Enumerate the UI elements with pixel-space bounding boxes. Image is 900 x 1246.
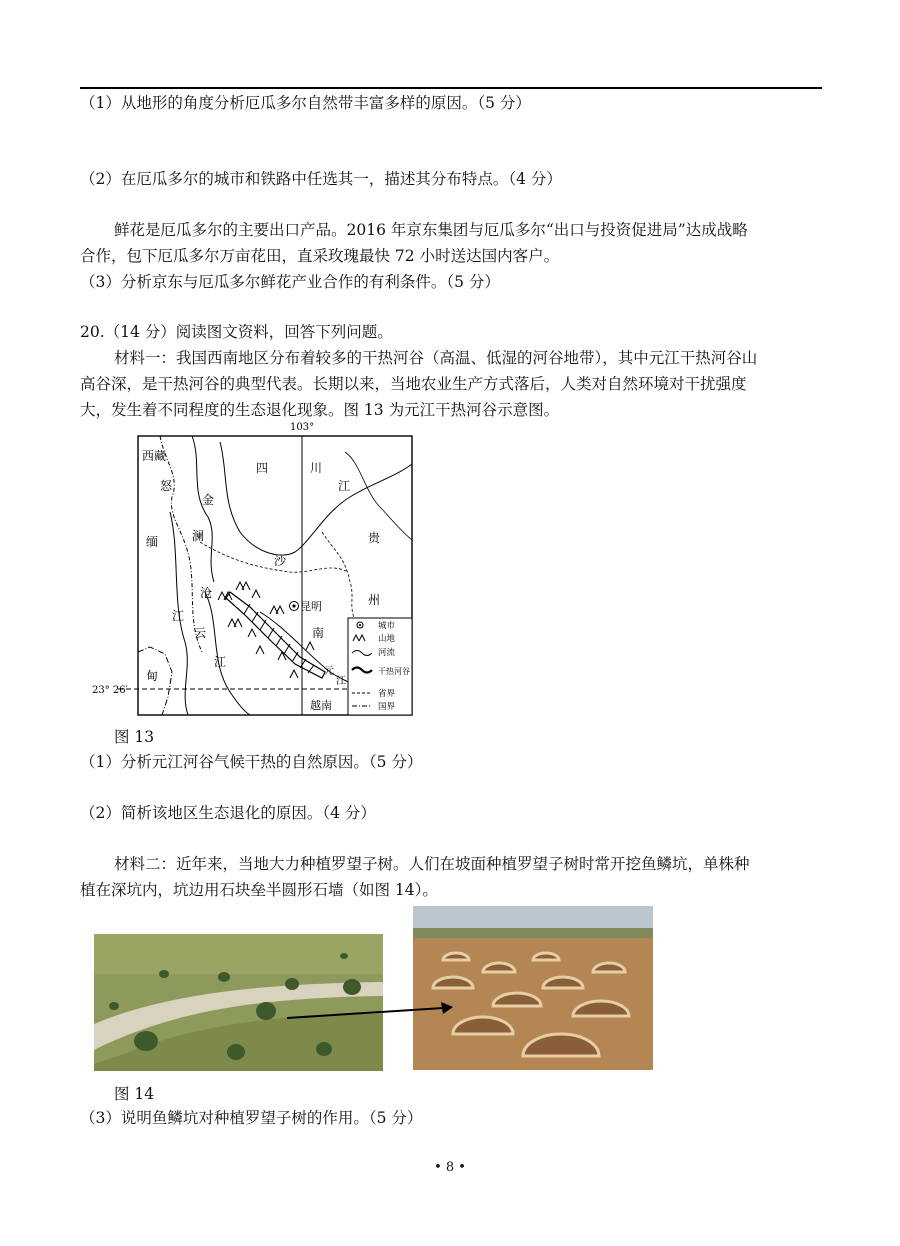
q19-material-line1: 鲜花是厄瓜多尔的主要出口产品。2016 年京东集团与厄瓜多尔“出口与投资促进局”达成战略 [114, 221, 748, 239]
q20-header: 20.（14 分）阅读图文资料，回答下列问题。 [80, 323, 393, 341]
longitude-label: 103° [290, 422, 315, 433]
top-rule [80, 87, 822, 89]
q19-sub1: （1）从地形的角度分析厄瓜多尔自然带丰富多样的原因。（5 分） [80, 94, 531, 112]
figure-14-caption: 图 14 [114, 1085, 155, 1103]
label-nu: 怒 [160, 479, 173, 493]
legend-valley: 干热河谷 [378, 667, 410, 676]
q20-material1-line2: 高谷深，是干热河谷的典型代表。长期以来，当地农业生产方式落后，人类对自然环境对干扰强度 [80, 375, 747, 393]
label-gui: 贵 [368, 531, 381, 545]
q20-material1-line1: 材料一：我国西南地区分布着较多的干热河谷（高温、低湿的河谷地带），其中元江干热河谷山 [114, 349, 758, 367]
q20-sub1: （1）分析元江河谷气候干热的自然原因。（5 分） [80, 753, 423, 771]
page-number: • 8 • [434, 1160, 466, 1175]
label-si: 四 [256, 461, 269, 475]
figure-13-caption: 图 13 [114, 728, 155, 746]
legend-mountain: 山地 [378, 634, 396, 644]
figure-14-arrow [285, 1000, 455, 1024]
label-sha: 沙 [274, 554, 287, 568]
q20-material1-line3: 大，发生着不同程度的生态退化现象。图 13 为元江干热河谷示意图。 [80, 401, 560, 419]
q19-material-line2: 合作，包下厄瓜多尔万亩花田，直采玫瑰最快 72 小时送达国内客户。 [80, 247, 560, 265]
label-nan: 南 [312, 626, 325, 640]
label-dian: 甸 [146, 669, 159, 683]
label-yuenan: 越南 [310, 699, 332, 712]
label-yuan: 元 [324, 666, 334, 677]
q20-sub2: （2）简析该地区生态退化的原因。（4 分） [80, 804, 376, 822]
label-jiang-c: 江 [172, 609, 185, 623]
label-kunming: 昆明 [300, 600, 322, 613]
legend-province: 省界 [378, 689, 396, 699]
legend-city: 城市 [378, 621, 396, 631]
label-lan: 澜 [192, 529, 205, 543]
q20-sub3: （3）说明鱼鳞坑对种植罗望子树的作用。（5 分） [80, 1109, 423, 1127]
label-zhou: 州 [368, 593, 381, 607]
figure-13-map [92, 422, 420, 720]
label-jiang-b: 江 [338, 479, 351, 493]
latitude-label: 23° 26′ [92, 685, 128, 696]
label-mian: 缅 [146, 535, 159, 549]
label-xizang: 西藏 [142, 449, 167, 463]
q19-sub2: （2）在厄瓜多尔的城市和铁路中任选其一，描述其分布特点。（4 分） [80, 170, 562, 188]
figure-14-fish-scale-pits-photo [413, 906, 653, 1070]
label-cang: 沧 [200, 586, 213, 600]
legend-national: 国界 [378, 702, 396, 712]
label-chuan: 川 [310, 461, 323, 475]
q20-material2-line1: 材料二：近年来，当地大力种植罗望子树。人们在坡面种植罗望子树时常开挖鱼鳞坑，单株种 [114, 855, 750, 873]
legend-river: 河流 [378, 648, 396, 658]
label-jiang-d: 江 [214, 655, 227, 669]
label-jin: 金 [202, 493, 215, 507]
q20-material2-line2: 植在深坑内，坑边用石块垒半圆形石墙（如图 14）。 [80, 881, 438, 899]
q19-sub3: （3）分析京东与厄瓜多尔鲜花产业合作的有利条件。（5 分） [80, 273, 500, 291]
label-jiang-e: 江 [336, 676, 346, 687]
label-yun: 云 [194, 626, 207, 640]
